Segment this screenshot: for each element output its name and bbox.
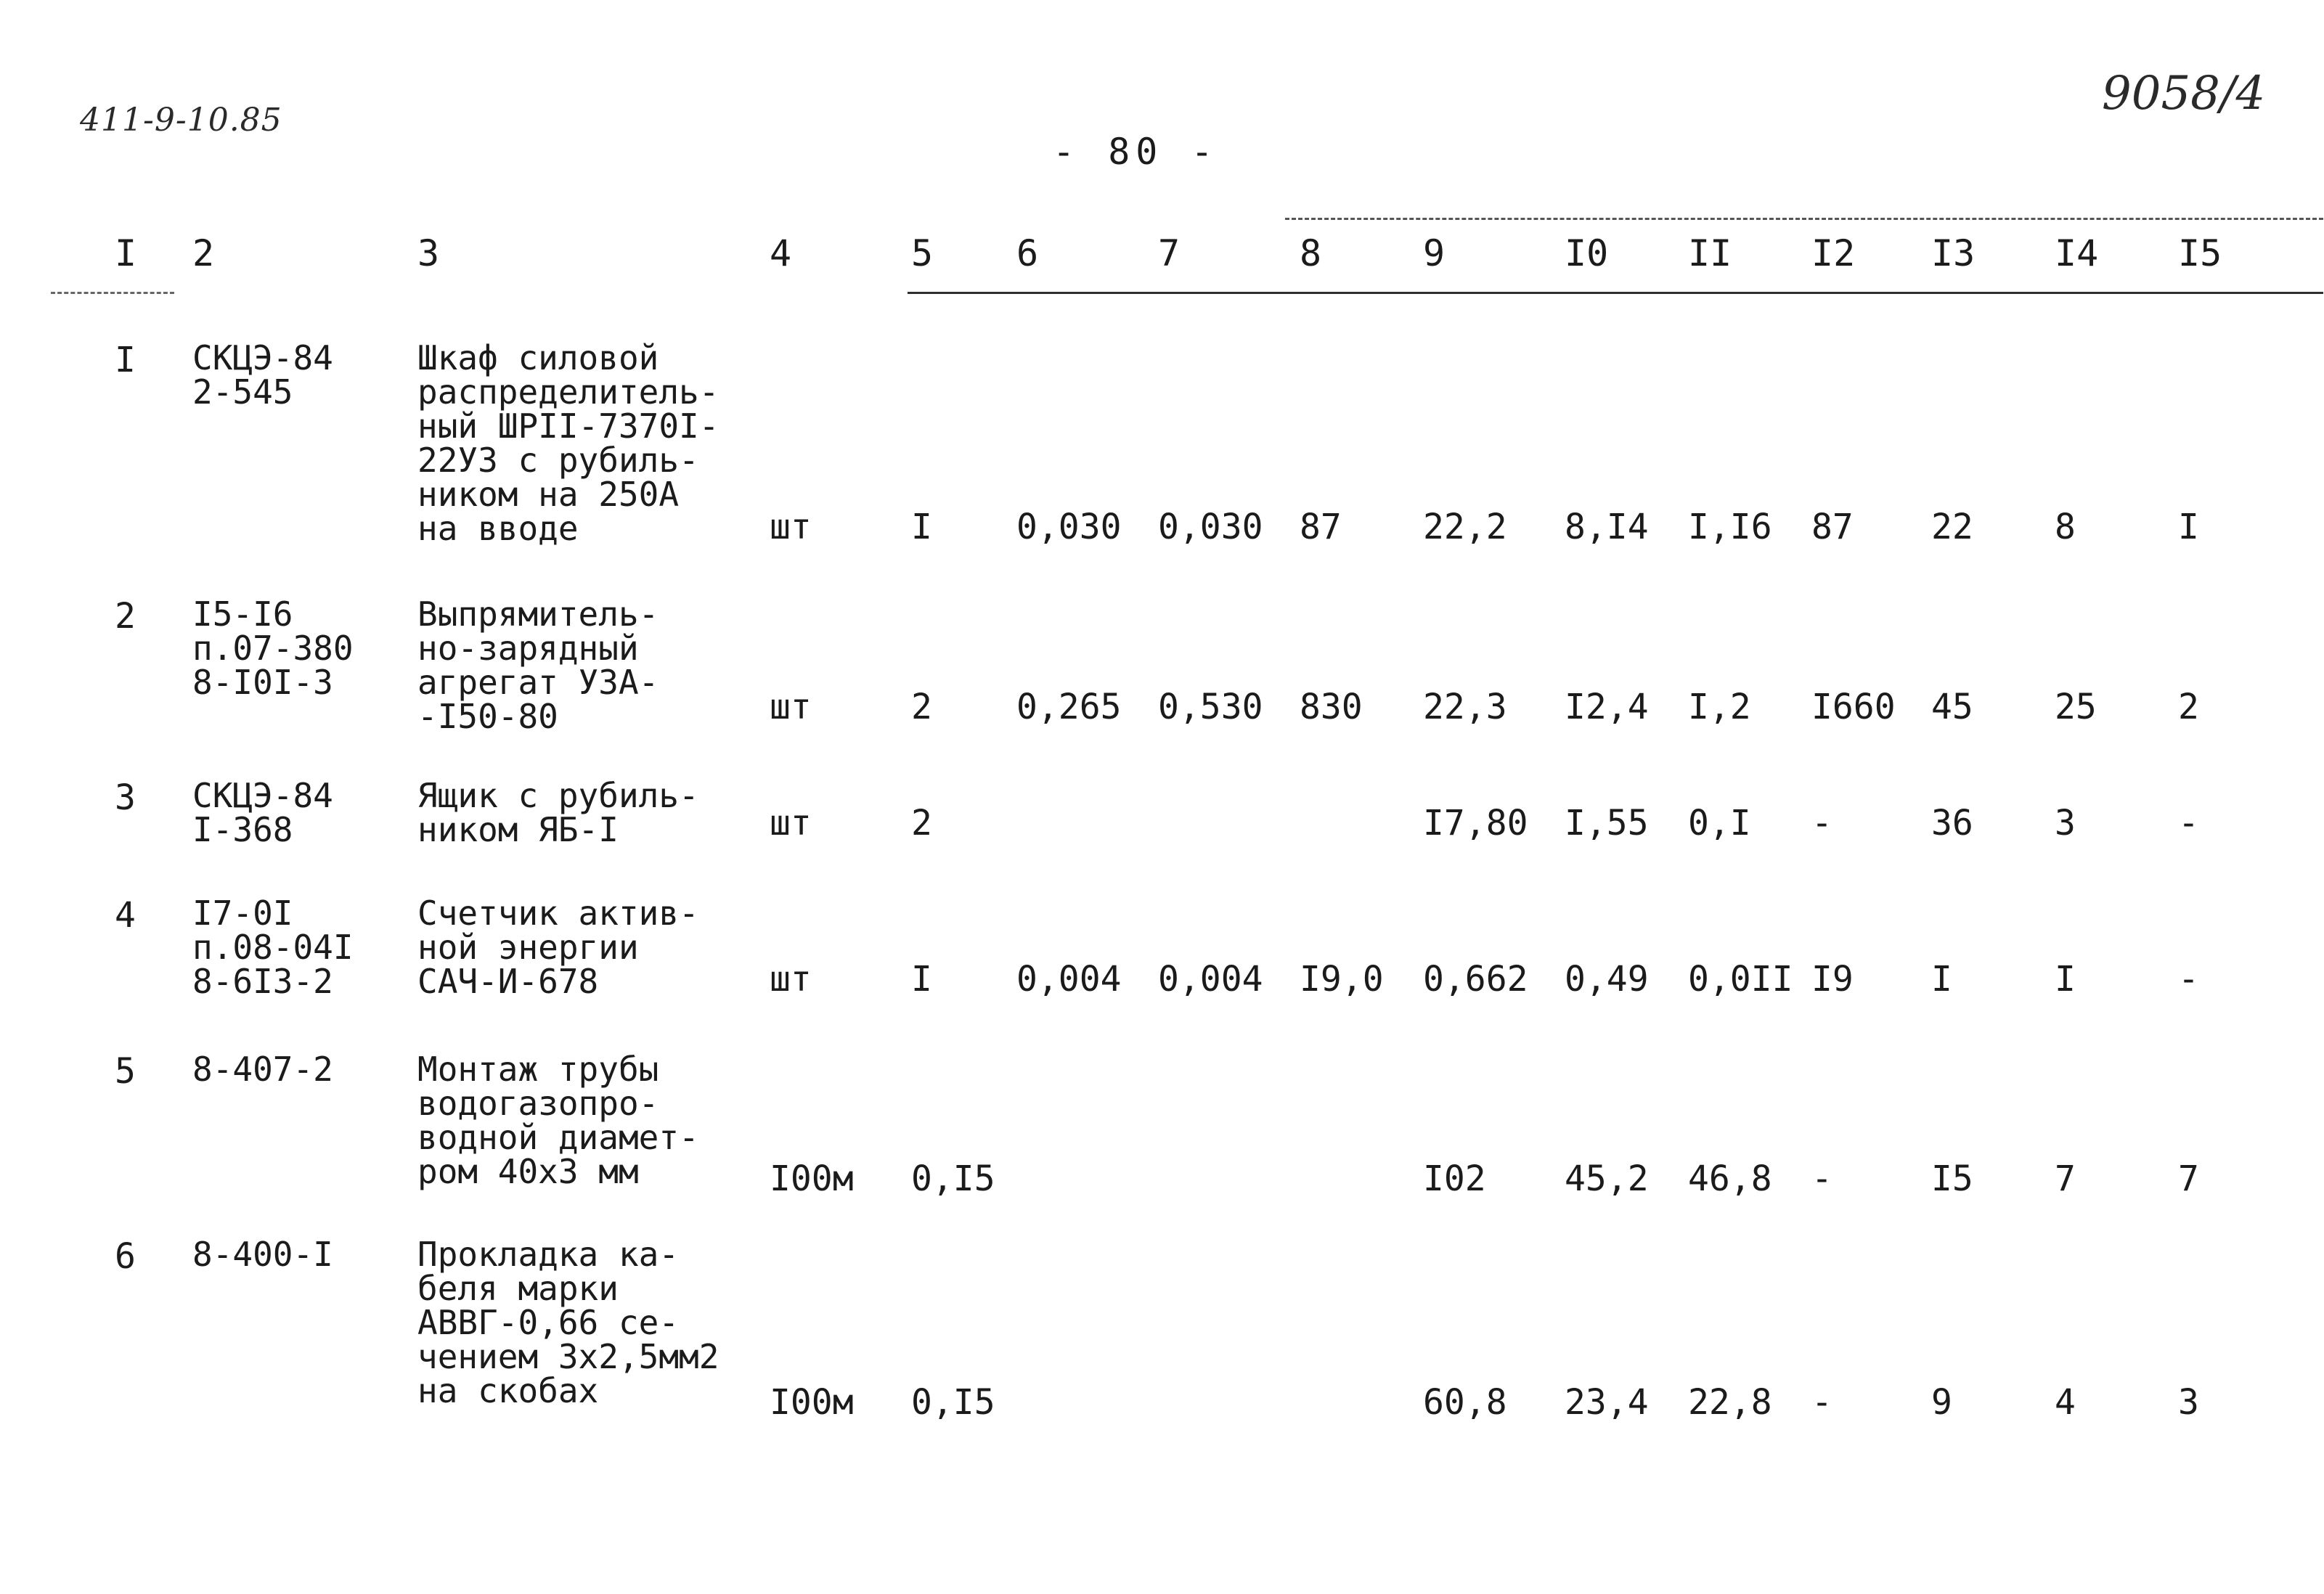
row-quantity: 0,I5 — [911, 1382, 995, 1423]
row-value-col-8: 830 — [1300, 687, 1363, 727]
row-description: Счетчик актив- ной энергии САЧ-И-678 — [417, 894, 699, 1001]
row-number: 3 — [115, 777, 136, 818]
row-value-col-11: I,I6 — [1688, 507, 1772, 547]
row-value-col-13: 45 — [1931, 687, 1973, 727]
column-header-10: I0 — [1565, 232, 1609, 274]
header-bottom-rule — [908, 292, 2323, 294]
row-code: I7-0I п.08-04I 8-6I3-2 — [192, 894, 354, 1001]
row-value-col-7: 0,530 — [1158, 687, 1263, 727]
column-header-1: I — [115, 232, 137, 274]
row-value-col-11: 0,0II — [1688, 959, 1793, 1000]
row-value-col-12: 87 — [1811, 507, 1854, 547]
row-unit: I00м — [770, 1382, 854, 1423]
row-value-col-10: I,55 — [1565, 803, 1649, 843]
row-number: 2 — [115, 596, 136, 637]
row-value-col-12: - — [1811, 1158, 1832, 1199]
row-quantity: I — [911, 959, 932, 1000]
row-value-col-8: I9,0 — [1300, 959, 1384, 1000]
row-code: 8-407-2 — [192, 1050, 333, 1089]
row-value-col-9: I7,80 — [1423, 803, 1528, 843]
row-value-col-13: I5 — [1931, 1158, 1973, 1199]
column-header-8: 8 — [1300, 232, 1322, 274]
column-header-12: I2 — [1811, 232, 1856, 274]
row-number: 6 — [115, 1236, 136, 1277]
row-value-col-10: 8,I4 — [1565, 507, 1649, 547]
row-value-col-12: - — [1811, 1382, 1832, 1423]
row-value-col-6: 0,265 — [1016, 687, 1122, 727]
row-value-col-11: 46,8 — [1688, 1158, 1772, 1199]
row-value-col-10: 23,4 — [1565, 1382, 1649, 1423]
row-value-col-15: 3 — [2178, 1382, 2199, 1423]
row-value-col-9: 60,8 — [1423, 1382, 1507, 1423]
row-value-col-13: 9 — [1931, 1382, 1952, 1423]
row-code: I5-I6 п.07-380 8-I0I-3 — [192, 594, 354, 702]
row-value-col-15: 2 — [2178, 687, 2199, 727]
column-header-15: I5 — [2178, 232, 2222, 274]
column-header-4: 4 — [770, 232, 792, 274]
row-value-col-14: I — [2055, 959, 2076, 1000]
row-value-col-15: I — [2178, 507, 2199, 547]
row-value-col-11: I,2 — [1688, 687, 1751, 727]
column-header-9: 9 — [1423, 232, 1446, 274]
row-value-col-15: - — [2178, 803, 2199, 843]
row-value-col-9: 22,2 — [1423, 507, 1507, 547]
row-value-col-14: 8 — [2055, 507, 2076, 547]
header-top-rule — [1285, 218, 2323, 220]
row-value-col-9: I02 — [1423, 1158, 1486, 1199]
row-value-col-6: 0,004 — [1016, 959, 1122, 1000]
row-value-col-10: 0,49 — [1565, 959, 1649, 1000]
row-number: I — [115, 340, 136, 380]
row-number: 4 — [115, 895, 136, 936]
row-value-col-11: 0,I — [1688, 803, 1751, 843]
row-value-col-7: 0,030 — [1158, 507, 1263, 547]
row-value-col-12: I9 — [1811, 959, 1854, 1000]
column-header-6: 6 — [1016, 232, 1039, 274]
column-header-7: 7 — [1158, 232, 1181, 274]
row-value-col-14: 25 — [2055, 687, 2097, 727]
sheet-number: 9058/4 — [2102, 67, 2266, 120]
row-value-col-13: 36 — [1931, 803, 1973, 843]
row-quantity: 2 — [911, 687, 932, 727]
row-value-col-7: 0,004 — [1158, 959, 1263, 1000]
row-value-col-8: 87 — [1300, 507, 1342, 547]
row-value-col-12: I660 — [1811, 687, 1896, 727]
row-value-col-9: 22,3 — [1423, 687, 1507, 727]
column-header-5: 5 — [911, 232, 934, 274]
row-unit: шт — [770, 507, 812, 547]
row-value-col-10: I2,4 — [1565, 687, 1649, 727]
document-code: 411-9-10.85 — [80, 102, 282, 139]
column-header-11: II — [1688, 232, 1732, 274]
row-value-col-14: 4 — [2055, 1382, 2076, 1423]
row-description: Шкаф силовой распределитель- ный ШРII-7370I- 22У3 с рубиль- ником на 250А на вводе — [417, 338, 719, 548]
column-header-14: I4 — [2055, 232, 2099, 274]
row-unit: шт — [770, 803, 812, 843]
header-left-rule — [51, 292, 174, 294]
row-value-col-13: I — [1931, 959, 1952, 1000]
row-value-col-14: 3 — [2055, 803, 2076, 843]
row-code: СКЦЭ-84 I-368 — [192, 776, 333, 849]
column-header-13: I3 — [1931, 232, 1976, 274]
row-value-col-15: - — [2178, 959, 2199, 1000]
row-description: Прокладка ка- беля марки АВВГ-0,66 се- чением 3х2,5мм2 на скобах — [417, 1235, 719, 1410]
row-number: 5 — [115, 1051, 136, 1092]
row-description: Монтаж трубы водогазопро- водной диамет- ром 40х3 мм — [417, 1050, 699, 1191]
row-value-col-12: - — [1811, 803, 1832, 843]
row-unit: шт — [770, 687, 812, 727]
row-quantity: I — [911, 507, 932, 547]
row-value-col-9: 0,662 — [1423, 959, 1528, 1000]
row-code: 8-400-I — [192, 1235, 333, 1274]
row-quantity: 0,I5 — [911, 1158, 995, 1199]
page-number: - 80 - — [1053, 131, 1219, 173]
column-header-3: 3 — [417, 232, 440, 274]
row-unit: I00м — [770, 1158, 854, 1199]
row-value-col-11: 22,8 — [1688, 1382, 1772, 1423]
row-unit: шт — [770, 959, 812, 1000]
row-value-col-13: 22 — [1931, 507, 1973, 547]
row-value-col-15: 7 — [2178, 1158, 2199, 1199]
row-value-col-6: 0,030 — [1016, 507, 1122, 547]
row-description: Выпрямитель- но-зарядный агрегат УЗА- -I50-80 — [417, 594, 659, 736]
row-quantity: 2 — [911, 803, 932, 843]
column-header-2: 2 — [192, 232, 215, 274]
row-value-col-10: 45,2 — [1565, 1158, 1649, 1199]
row-code: СКЦЭ-84 2-545 — [192, 338, 333, 412]
row-description: Ящик с рубиль- ником ЯБ-I — [417, 776, 699, 849]
row-value-col-14: 7 — [2055, 1158, 2076, 1199]
